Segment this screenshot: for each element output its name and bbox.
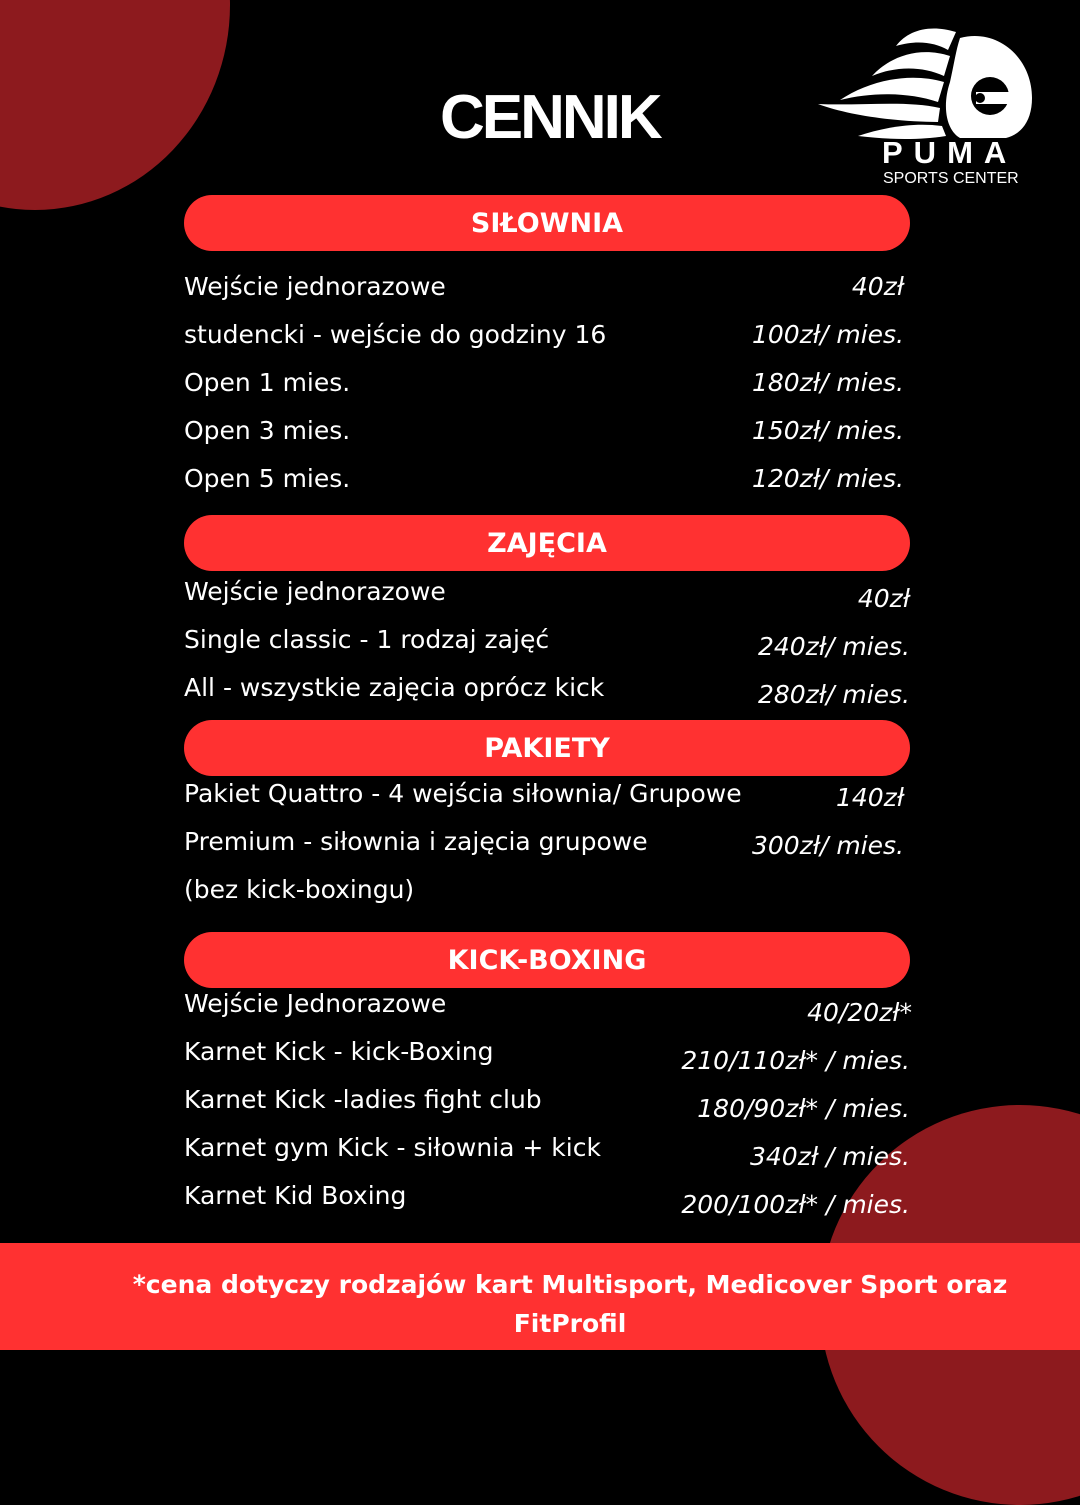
price-item-label: Karnet gym Kick - siłownia + kick bbox=[184, 1133, 601, 1162]
price-item-label: Open 5 mies. bbox=[184, 464, 351, 493]
price-item-value: 280zł/ mies. bbox=[757, 680, 910, 709]
price-item-value: 180zł/ mies. bbox=[751, 368, 904, 397]
puma-logo bbox=[810, 20, 1050, 190]
price-item-label: Wejście jednorazowe bbox=[184, 272, 446, 301]
price-item-label: Open 1 mies. bbox=[184, 368, 351, 397]
price-item-label: Pakiet Quattro - 4 wejścia siłownia/ Grupowe bbox=[184, 779, 742, 808]
price-item-value: 210/110zł* / mies. bbox=[681, 1046, 910, 1075]
price-item-value: 140zł bbox=[835, 783, 904, 812]
price-item-value: 240zł/ mies. bbox=[757, 632, 910, 661]
price-item-value: 120zł/ mies. bbox=[751, 464, 904, 493]
price-item-label: Wejście jednorazowe bbox=[184, 577, 446, 606]
price-item-value: 100zł/ mies. bbox=[751, 320, 904, 349]
section-header-kick-boxing: KICK-BOXING bbox=[184, 932, 910, 988]
price-item-label: Wejście Jednorazowe bbox=[184, 989, 447, 1018]
price-item-value: 200/100zł* / mies. bbox=[681, 1190, 910, 1219]
logo-subtitle: SPORTS CENTER bbox=[883, 170, 1019, 187]
section-header-pakiety: PAKIETY bbox=[184, 720, 910, 776]
price-item-value: 40/20zł* bbox=[807, 998, 912, 1027]
price-item-value: 180/90zł* / mies. bbox=[697, 1094, 910, 1123]
price-item-label: Karnet Kick -ladies fight club bbox=[184, 1085, 542, 1114]
section-header-zajecia: ZAJĘCIA bbox=[184, 515, 910, 571]
price-item-label: All - wszystkie zajęcia oprócz kick bbox=[184, 673, 605, 702]
price-item-label: studencki - wejście do godziny 16 bbox=[184, 320, 607, 349]
footer-note: *cena dotyczy rodzajów kart Multisport, Medicover Sport oraz FitProfil bbox=[132, 1270, 1008, 1338]
price-item-label: Open 3 mies. bbox=[184, 416, 351, 445]
price-item-label: Single classic - 1 rodzaj zajęć bbox=[184, 625, 550, 654]
section-header-silownia: SIŁOWNIA bbox=[184, 195, 910, 251]
puma-head-icon bbox=[810, 20, 1050, 145]
footer-banner bbox=[0, 1243, 1080, 1350]
price-item-label-continued: (bez kick-boxingu) bbox=[184, 875, 415, 904]
price-item-value: 150zł/ mies. bbox=[751, 416, 904, 445]
logo-name: PUMA bbox=[882, 135, 1018, 170]
price-item-value: 340zł / mies. bbox=[750, 1142, 910, 1171]
price-item-label: Karnet Kid Boxing bbox=[184, 1181, 407, 1210]
price-item-value: 40zł bbox=[851, 272, 904, 301]
page-title: CENNIK bbox=[440, 83, 660, 152]
decorative-circle-top-left bbox=[0, 0, 230, 210]
price-item-value: 300zł/ mies. bbox=[751, 831, 904, 860]
price-item-value: 40zł bbox=[857, 584, 910, 613]
price-item-label: Premium - siłownia i zajęcia grupowe bbox=[184, 827, 648, 856]
price-item-label: Karnet Kick - kick-Boxing bbox=[184, 1037, 494, 1066]
